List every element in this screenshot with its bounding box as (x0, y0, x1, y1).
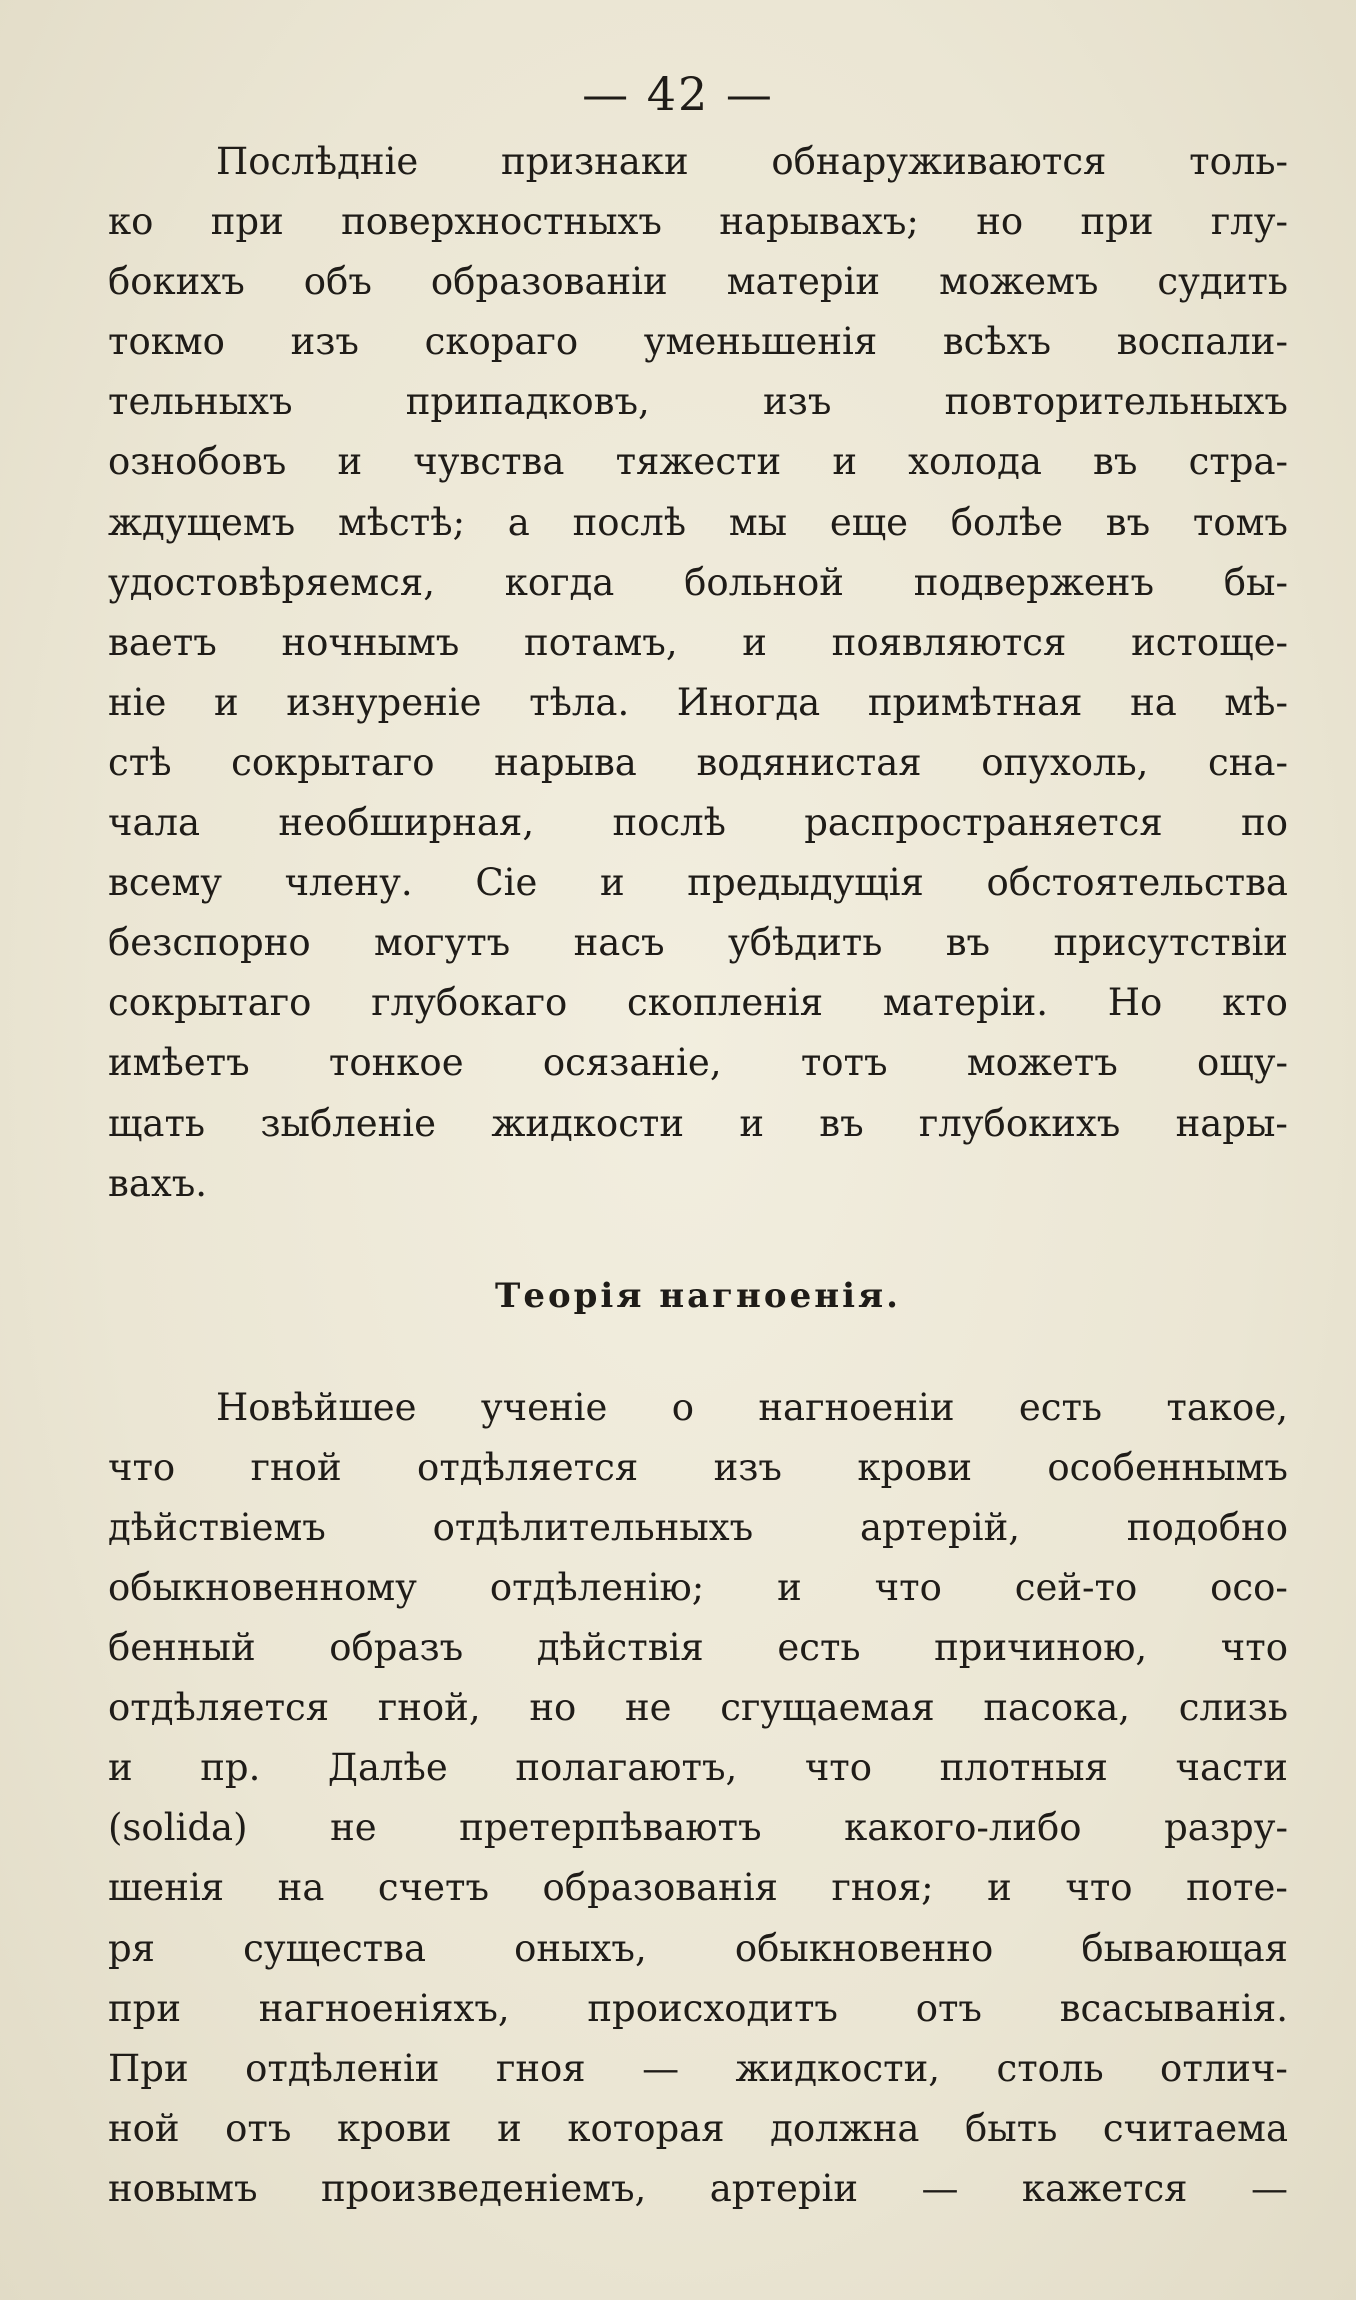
word: пр. (200, 1746, 261, 1790)
text-line (108, 1498, 1288, 1558)
word: происходитъ (587, 1986, 838, 2030)
word: артерій, (859, 1505, 1020, 1549)
word: полагаютъ, (515, 1746, 738, 1790)
word: отъ (915, 1986, 982, 2030)
word: распространяется (804, 801, 1163, 845)
word: убѣдить (727, 921, 883, 965)
word: подобно (1126, 1505, 1288, 1549)
word: отдѣлительныхъ (432, 1505, 754, 1549)
word: признаки (500, 140, 689, 183)
text-line (108, 1438, 1288, 1498)
word: бывающая (1081, 1926, 1288, 1970)
word: нагноеніи (758, 1385, 955, 1429)
heading-spacer (108, 1214, 1288, 1236)
heading-spacer (108, 1356, 1288, 1378)
word: примѣтная (867, 680, 1083, 724)
word: изъ (290, 320, 359, 364)
word: гноя (495, 2046, 586, 2090)
word: токмо (108, 320, 225, 364)
word: что (1220, 1626, 1288, 1670)
word: мы (728, 500, 788, 544)
word: водянистая (696, 740, 922, 784)
word: Послѣдніе (216, 140, 419, 183)
word: ознобовъ (108, 440, 287, 484)
word: еще (829, 500, 909, 544)
text-line (108, 913, 1288, 973)
word: скопленія (627, 981, 824, 1025)
text-line (108, 1618, 1288, 1678)
word: о (671, 1385, 695, 1429)
word: скораго (424, 320, 579, 364)
word: считаема (1102, 2106, 1288, 2150)
word: обнаруживаются (771, 140, 1107, 183)
word: гноя; (831, 1866, 934, 1910)
word: всасыванія. (1059, 1986, 1288, 2030)
word: судить (1157, 260, 1288, 304)
word: слизь (1178, 1686, 1288, 1730)
word: образъ (329, 1626, 464, 1670)
text-line (108, 2159, 1288, 2219)
text-line (108, 1858, 1288, 1918)
word: произведеніемъ, (320, 2166, 647, 2210)
word: При (108, 2046, 189, 2090)
word: бокихъ (108, 260, 245, 304)
word: и (832, 440, 857, 484)
word: какого-либо (844, 1806, 1082, 1850)
word: поверхностныхъ (341, 200, 662, 244)
word: всему (108, 861, 222, 905)
word: разру- (1164, 1806, 1288, 1850)
text-line (108, 1738, 1288, 1798)
text-line (108, 1094, 1288, 1154)
text-line (108, 853, 1288, 913)
word: кажется (1021, 2166, 1188, 2210)
word: отдѣленіи (245, 2046, 440, 2090)
word: пасока, (983, 1686, 1131, 1730)
word: жидкости (491, 1101, 685, 1145)
word: ощу- (1197, 1041, 1288, 1085)
word: тельныхъ (108, 380, 293, 424)
word: бенный (108, 1626, 256, 1670)
word: ученіе (480, 1385, 608, 1429)
word: должна (770, 2106, 920, 2150)
word: отдѣляется (108, 1686, 330, 1730)
word: больной (684, 560, 844, 604)
word: глубокаго (371, 981, 568, 1025)
word: жидкости, (735, 2046, 941, 2090)
text-line (108, 2099, 1288, 2159)
text-line (108, 493, 1288, 553)
word: бы- (1223, 560, 1288, 604)
word: новымъ (108, 2166, 258, 2210)
word: ко (108, 200, 154, 244)
word: щать (108, 1101, 206, 1145)
word: болѣе (950, 500, 1064, 544)
text-line (108, 432, 1288, 492)
word: и (599, 861, 625, 905)
word: обстоятельства (986, 861, 1288, 905)
word: осо- (1210, 1565, 1288, 1609)
word: Новѣйшее (216, 1385, 417, 1429)
word: матеріи (726, 260, 881, 304)
word: по (1241, 801, 1288, 845)
word: безспорно (108, 921, 311, 965)
word: необширная, (278, 801, 535, 845)
word: томъ (1192, 500, 1288, 544)
word: Иногда (676, 680, 821, 724)
word: и (739, 1101, 764, 1145)
word: насъ (573, 921, 665, 965)
word: крови (857, 1445, 972, 1489)
word: на (1130, 680, 1177, 724)
word: стра- (1188, 440, 1288, 484)
word: гной, (377, 1686, 481, 1730)
text-line (108, 1798, 1288, 1858)
word: тѣла. (529, 680, 630, 724)
word: сей-то (1014, 1565, 1138, 1609)
word: причиною, (934, 1626, 1148, 1670)
word: въ (819, 1101, 864, 1145)
word: и (742, 620, 767, 664)
word: но (529, 1686, 577, 1730)
word: которая (567, 2106, 725, 2150)
word: существа (243, 1926, 427, 1970)
word: изнуреніе (286, 680, 482, 724)
word: поте- (1186, 1866, 1288, 1910)
word: претерпѣваютъ (459, 1806, 762, 1850)
text-line (108, 673, 1288, 733)
word: когда (504, 560, 615, 604)
word: дѣйствіемъ (108, 1505, 326, 1549)
word: тонкое (328, 1041, 464, 1085)
word: въ (1093, 440, 1138, 484)
word: и (777, 1565, 802, 1609)
word: столь (996, 2046, 1104, 2090)
word: воспали- (1116, 320, 1288, 364)
word: стѣ (108, 740, 172, 784)
text-line (108, 372, 1288, 432)
word: что (804, 1746, 873, 1790)
word: есть (1018, 1385, 1103, 1429)
word: присутствіи (1053, 921, 1288, 965)
word: но (976, 200, 1024, 244)
word: повторительныхъ (944, 380, 1288, 424)
word: при (108, 1986, 182, 2030)
word: вахъ. (108, 1161, 208, 1205)
word: потамъ, (524, 620, 678, 664)
word: чала (108, 801, 201, 845)
word: можетъ (966, 1041, 1118, 1085)
word: плотныя (939, 1746, 1108, 1790)
word: Но (1107, 981, 1163, 1025)
word: такое, (1166, 1385, 1288, 1429)
word: опухоль, (981, 740, 1149, 784)
word: при (1080, 200, 1154, 244)
word: — (642, 2046, 680, 2090)
word: ночнымъ (281, 620, 460, 664)
word: отдѣляется (417, 1445, 639, 1489)
word: сгущаемая (720, 1686, 935, 1730)
word: оныхъ, (514, 1926, 647, 1970)
text-line (108, 132, 1288, 192)
text-line (108, 1033, 1288, 1093)
text-line (108, 553, 1288, 613)
paragraph-symptoms (108, 132, 1288, 1214)
word: послѣ (572, 500, 687, 544)
word: уменьшенія (643, 320, 878, 364)
text-line (108, 793, 1288, 853)
word: счетъ (377, 1866, 489, 1910)
word: на (277, 1866, 325, 1910)
word: ждущемъ (108, 500, 296, 544)
word: могутъ (374, 921, 511, 965)
word: и (497, 2106, 522, 2150)
word: что (1065, 1866, 1133, 1910)
word: гной (250, 1445, 342, 1489)
word: сна- (1208, 740, 1288, 784)
word: артеріи (709, 2166, 859, 2210)
word: имѣетъ (108, 1041, 250, 1085)
word: предыдущія (687, 861, 924, 905)
word: ніе (108, 680, 167, 724)
word: холода (908, 440, 1042, 484)
word: образованія (542, 1866, 778, 1910)
word: что (108, 1445, 176, 1489)
word: ваетъ (108, 620, 217, 664)
word: быть (965, 2106, 1058, 2150)
word: изъ (762, 380, 832, 424)
text-line (108, 1919, 1288, 1979)
word: подверженъ (913, 560, 1154, 604)
word: Далѣе (327, 1746, 448, 1790)
text-line (108, 1378, 1288, 1438)
word: глу- (1210, 200, 1288, 244)
word: нары- (1175, 1101, 1288, 1145)
word: мѣстѣ; (337, 500, 466, 544)
word: нарыва (494, 740, 637, 784)
word: крови (337, 2106, 452, 2150)
word: отъ (225, 2106, 292, 2150)
word: ной (108, 2106, 180, 2150)
word: изъ (713, 1445, 782, 1489)
text-line (108, 1678, 1288, 1738)
body-text (108, 132, 1288, 2219)
word: матеріи. (882, 981, 1048, 1025)
word: есть (777, 1626, 861, 1670)
word: послѣ (612, 801, 726, 845)
word: особеннымъ (1047, 1445, 1288, 1489)
word: нарывахъ; (719, 200, 919, 244)
word: ря (108, 1926, 156, 1970)
word: отдѣленію; (489, 1565, 705, 1609)
word: и (108, 1746, 133, 1790)
word: глубокихъ (918, 1101, 1121, 1145)
word: дѣйствія (536, 1626, 704, 1670)
word: — (1250, 2166, 1288, 2210)
word: тяжести (615, 440, 782, 484)
word: при (210, 200, 284, 244)
word: истоще- (1131, 620, 1288, 664)
text-line (108, 973, 1288, 1033)
word: члену. (284, 861, 413, 905)
word: части (1175, 1746, 1288, 1790)
page-number: — 42 — (582, 67, 774, 121)
word: обыкновенному (108, 1565, 417, 1609)
paragraph-theory (108, 1378, 1288, 2219)
word: чувства (413, 440, 565, 484)
text-line (108, 252, 1288, 312)
section-heading: Теорія нагноенія. (495, 1275, 901, 1316)
text-line (108, 312, 1288, 372)
word: отлич- (1160, 2046, 1288, 2090)
word: кто (1222, 981, 1288, 1025)
text-line (108, 733, 1288, 793)
word: и (337, 440, 363, 484)
word: не (624, 1686, 672, 1730)
word: (solida) (108, 1806, 248, 1850)
word: и (213, 680, 239, 724)
word: образованіи (430, 260, 668, 304)
word: и (987, 1866, 1012, 1910)
word: осязаніе, (542, 1041, 722, 1085)
text-line (108, 1979, 1288, 2039)
word: можемъ (939, 260, 1099, 304)
word: появляются (831, 620, 1067, 664)
word: припадковъ, (405, 380, 650, 424)
word: что (874, 1565, 942, 1609)
word: шенія (108, 1866, 225, 1910)
word: сокрытаго (231, 740, 435, 784)
word: тотъ (800, 1041, 888, 1085)
word: толь- (1189, 140, 1288, 183)
word: — (921, 2166, 959, 2210)
word: въ (1105, 500, 1151, 544)
word: удостовѣряемся, (108, 560, 435, 604)
text-line (108, 1154, 1288, 1214)
word: зыбленіе (260, 1101, 437, 1145)
word: не (330, 1806, 377, 1850)
word: нагноеніяхъ, (258, 1986, 510, 2030)
text-line (108, 2039, 1288, 2099)
word: Сіе (475, 861, 538, 905)
word: сокрытаго (108, 981, 312, 1025)
word: въ (945, 921, 991, 965)
word: обыкновенно (734, 1926, 994, 1970)
word: мѣ- (1224, 680, 1288, 724)
text-line (108, 192, 1288, 252)
word: всѣхъ (942, 320, 1052, 364)
word: объ (303, 260, 372, 304)
text-line (108, 1558, 1288, 1618)
text-line (108, 613, 1288, 673)
word: а (507, 500, 530, 544)
